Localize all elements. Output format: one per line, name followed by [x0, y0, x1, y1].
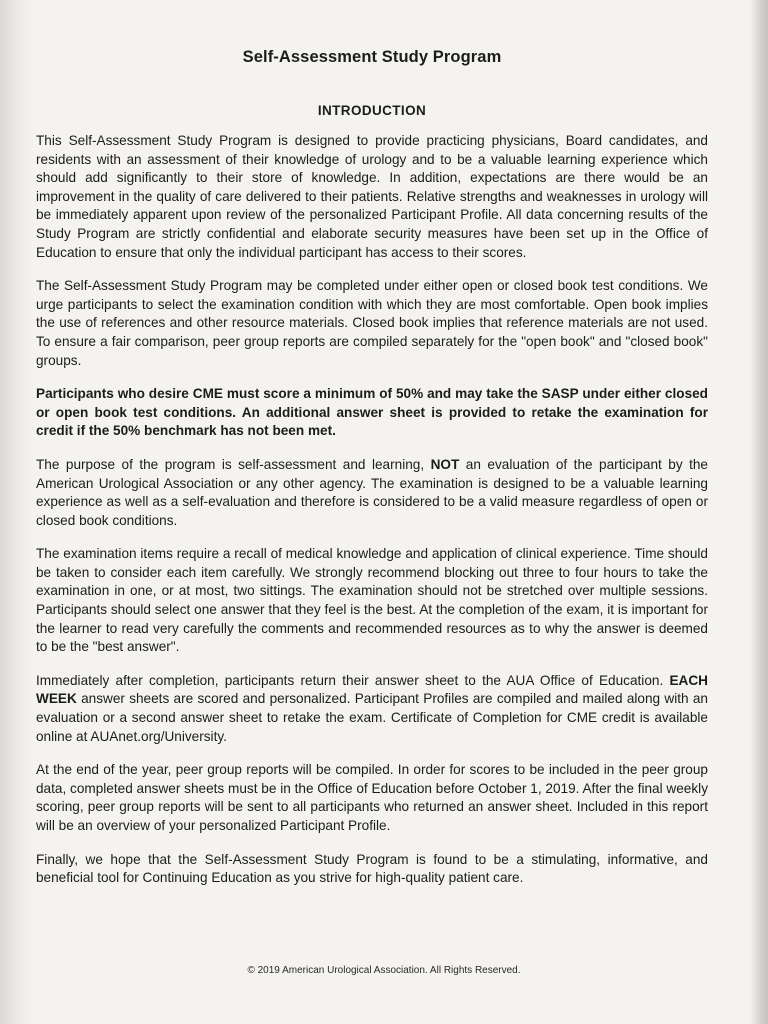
- paragraph-program-purpose: [36, 456, 708, 530]
- answer-sheet-text-end: answer sheets are scored and personalized. Participant Profiles are compiled and mailed along with an evaluation or a second answer sheet to retake the exam. Certificate of Completion for CME credit is available online at AUAnet.org/University.: [36, 691, 708, 744]
- scan-left-edge: [0, 0, 34, 1024]
- scan-right-edge: [750, 0, 768, 1024]
- page-title: Self-Assessment Study Program: [242, 48, 502, 66]
- answer-sheet-text-start: Immediately after completion, participants return their answer sheet to the AUA Office of Education.: [36, 672, 670, 688]
- copyright-footer: © 2019 American Urological Association. All Rights Reserved.: [247, 965, 521, 976]
- paragraph-closing: Finally, we hope that the Self-Assessment Study Program is found to be a stimulating, informative, and beneficial tool for Continuing Education as you strive for high-quality patient care.: [36, 851, 708, 886]
- section-heading: INTRODUCTION: [317, 103, 427, 118]
- program-purpose-text-end: an evaluation of the participant by the American Urological Association or any other agency. The examination is designed to be a valuable learning experience as well as a self-evaluation and therefore is considered to be a valid measure regardless of open or closed book conditions.: [36, 456, 708, 528]
- document-page: [36, 48, 708, 903]
- paragraph-answer-sheet-return: [36, 672, 708, 746]
- program-purpose-emphasis: NOT: [430, 456, 460, 472]
- paragraph-cme-requirements: Participants who desire CME must score a minimum of 50% and may take the SASP under either closed or open book test conditions. An additional answer sheet is provided to retake the examination for credit if the 50% benchmark has not been met.: [36, 386, 708, 439]
- paragraph-examination-items: The examination items require a recall of medical knowledge and application of clinical experience. Time should be taken to consider each item carefully. We strongly recommend blocking out three to four hours to take the examination in one, or at most, two sittings. The examination should not be stretched over multiple sessions. Participants should select one answer that they feel is the best. At the completion of the exam, it is important for the learner to read very carefully the comments and recommended resources as to why the answer is deemed to be the "best answer".: [36, 546, 708, 655]
- paragraph-peer-group-reports: At the end of the year, peer group reports will be compiled. In order for scores to be included in the peer group data, completed answer sheets must be in the Office of Education before October 1, 2019. After the final weekly scoring, peer group reports will be sent to all participants who returned an answer sheet. Included in this report will be an overview of your personalized Participant Profile.: [36, 762, 708, 833]
- paragraph-purpose-overview: This Self-Assessment Study Program is designed to provide practicing physicians, Board candidates, and residents with an assessment of their knowledge of urology and to be a valuable learning experience which should add significantly to their store of knowledge. In addition, expectations are there would be an improvement in the quality of care delivered to their patients. Relative strengths and weaknesses in urology will be immediately apparent upon review of the personalized Participant Profile. All data concerning results of the Study Program are strictly confidential and elaborate security measures have been set up in the Office of Education to ensure that only the individual participant has access to their scores.: [36, 133, 708, 260]
- program-purpose-text-start: The purpose of the program is self-assessment and learning,: [36, 456, 431, 472]
- answer-sheet-emphasis: EACH WEEK: [36, 672, 708, 707]
- paragraph-test-conditions: The Self-Assessment Study Program may be completed under either open or closed book test conditions. We urge participants to select the examination condition with which they are most comfortable. Open book implies the use of references and other resource materials. Closed book implies that reference materials are not used. To ensure a fair comparison, peer group reports are compiled separately for the "open book" and "closed book" groups.: [36, 278, 708, 368]
